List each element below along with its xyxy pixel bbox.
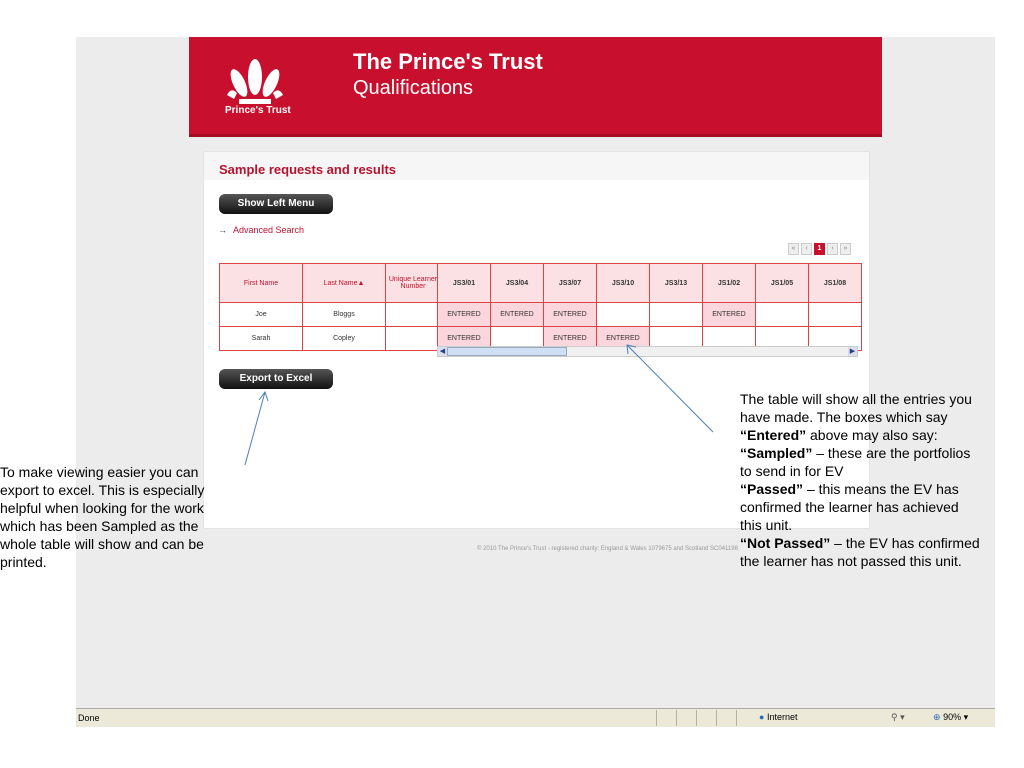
cell-last-name: Bloggs bbox=[303, 303, 386, 327]
globe-icon: ● bbox=[759, 712, 765, 722]
status-cell bbox=[756, 303, 809, 327]
scroll-right-icon[interactable]: ▶ bbox=[849, 348, 856, 355]
page-title: Sample requests and results bbox=[219, 162, 397, 177]
status-divider bbox=[696, 710, 697, 726]
col-uln[interactable]: Unique Learner Number bbox=[386, 264, 441, 303]
col-unit: JS3/04 bbox=[491, 264, 544, 303]
status-cell bbox=[650, 303, 703, 327]
scroll-thumb[interactable] bbox=[447, 347, 567, 356]
annotation-left: To make viewing easier you can export to excel. This is especially helpful when looking for the work which has been Sampled as the whole table will show and can be printed. bbox=[0, 464, 205, 570]
status-cell: ENTERED bbox=[597, 327, 650, 351]
col-unit: JS1/08 bbox=[809, 264, 862, 303]
zoom-label: 90% bbox=[943, 712, 962, 722]
status-cell: ENTERED bbox=[438, 327, 491, 351]
next-page-button[interactable]: › bbox=[827, 243, 838, 255]
annot-intro: The table will show all the entries you have made. The boxes which say bbox=[740, 391, 972, 425]
col-unit: JS1/02 bbox=[703, 264, 756, 303]
footer-text: © 2010 The Prince's Trust - registered charity: England & Wales 1079675 and Scotland SC041198 bbox=[477, 546, 738, 552]
cell-uln bbox=[386, 327, 441, 351]
zoom-control[interactable] bbox=[933, 712, 968, 723]
status-cell: ENTERED bbox=[703, 303, 756, 327]
status-cell: ENTERED bbox=[491, 303, 544, 327]
export-excel-button[interactable]: Export to Excel bbox=[219, 369, 333, 389]
col-unit: JS3/07 bbox=[544, 264, 597, 303]
zoom-icon: ⊕ bbox=[933, 712, 941, 722]
logo-text: Prince's Trust bbox=[225, 105, 291, 116]
first-page-button[interactable]: « bbox=[788, 243, 799, 255]
table-row bbox=[220, 327, 441, 351]
status-cell: ENTERED bbox=[438, 303, 491, 327]
last-page-button[interactable]: » bbox=[840, 243, 851, 255]
annot-passed-desc: – this means the EV has confirmed the learner has achieved this unit. bbox=[740, 481, 959, 533]
status-divider bbox=[716, 710, 717, 726]
protected-mode-icon[interactable]: ⚲ ▾ bbox=[891, 712, 905, 722]
annot-notpassed-desc: – the EV has confirmed the learner has not passed this unit. bbox=[740, 535, 980, 569]
advanced-search-link[interactable] bbox=[218, 225, 304, 235]
current-page[interactable]: 1 bbox=[814, 243, 825, 255]
pagination bbox=[788, 243, 853, 255]
annot-entered: “Entered” bbox=[740, 427, 807, 443]
status-divider bbox=[656, 710, 657, 726]
chevron-down-icon: ▾ bbox=[963, 712, 969, 722]
annotation-right bbox=[740, 390, 980, 570]
status-divider bbox=[676, 710, 677, 726]
arrow-right-icon: → bbox=[218, 225, 227, 235]
zone-label: Internet bbox=[766, 712, 798, 722]
table-row bbox=[438, 303, 862, 327]
cell-first-name: Joe bbox=[220, 303, 303, 327]
site-title: The Prince's Trust bbox=[353, 49, 543, 74]
col-first-name[interactable]: First Name bbox=[220, 264, 303, 303]
site-header bbox=[189, 37, 882, 137]
advanced-search-label: Advanced Search bbox=[233, 225, 305, 235]
scroll-left-icon[interactable]: ◀ bbox=[439, 348, 446, 355]
annot-passed: “Passed” bbox=[740, 481, 804, 497]
annot-notpassed: “Not Passed” bbox=[740, 535, 831, 551]
cell-uln bbox=[386, 303, 441, 327]
col-unit: JS3/13 bbox=[650, 264, 703, 303]
prev-page-button[interactable]: ‹ bbox=[801, 243, 812, 255]
show-left-menu-button[interactable]: Show Left Menu bbox=[219, 194, 333, 214]
col-last-name[interactable]: Last Name▲ bbox=[303, 264, 386, 303]
status-cell bbox=[809, 303, 862, 327]
horizontal-scrollbar[interactable] bbox=[437, 346, 858, 357]
security-zone[interactable] bbox=[759, 712, 797, 722]
units-table bbox=[437, 263, 862, 351]
cell-first-name: Sarah bbox=[220, 327, 303, 351]
site-subtitle: Qualifications bbox=[353, 77, 474, 99]
col-unit: JS3/01 bbox=[438, 264, 491, 303]
table-row bbox=[220, 303, 441, 327]
browser-statusbar bbox=[76, 708, 995, 727]
status-cell: ENTERED bbox=[544, 327, 597, 351]
status-divider bbox=[736, 710, 737, 726]
col-unit: JS3/10 bbox=[597, 264, 650, 303]
annot-mid: above may also say: bbox=[810, 427, 938, 443]
annot-sampled-desc: – these are the portfolios to send in for EV bbox=[740, 445, 971, 479]
annot-sampled: “Sampled” bbox=[740, 445, 813, 461]
status-cell: ENTERED bbox=[544, 303, 597, 327]
col-unit: JS1/05 bbox=[756, 264, 809, 303]
learner-table bbox=[219, 263, 441, 351]
status-cell bbox=[597, 303, 650, 327]
status-text: Done bbox=[78, 713, 100, 723]
cell-last-name: Copley bbox=[303, 327, 386, 351]
